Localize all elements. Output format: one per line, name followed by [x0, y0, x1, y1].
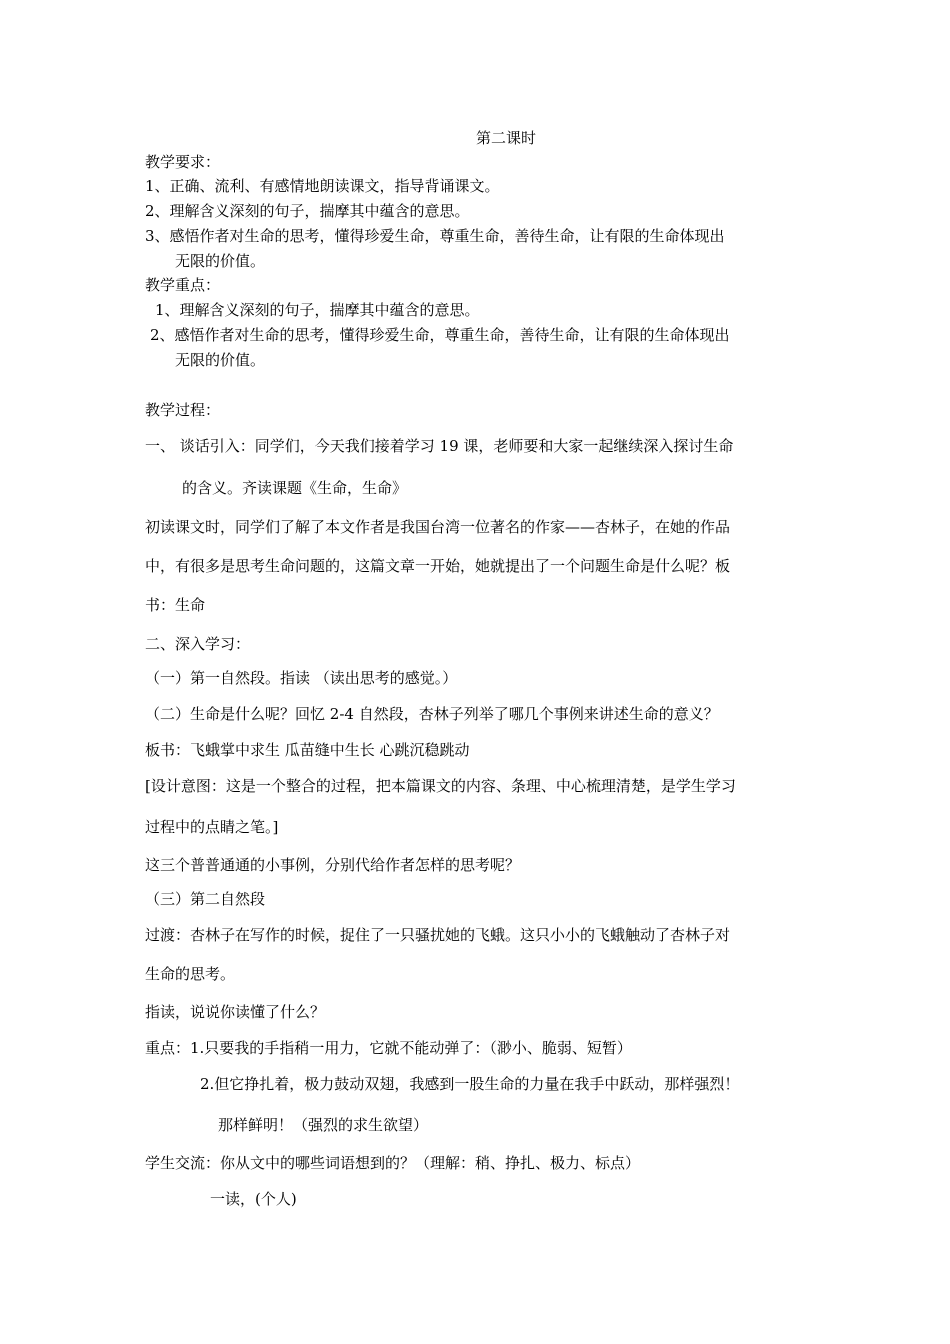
section-heading: 教学过程： [145, 401, 221, 419]
text-line: 一、 谈话引入：同学们，今天我们接着学习 19 课，老师要和大家一起继续深入探讨生命 [145, 437, 734, 455]
text-line: 无限的价值。 [175, 351, 266, 369]
text-line: 过程中的点睛之笔。] [145, 818, 279, 836]
text-line: [设计意图：这是一个整合的过程，把本篇课文的内容、条理、中心梳理清楚，是学生学习 [145, 777, 736, 795]
text-line: 过渡：杏林子在写作的时候，捉住了一只骚扰她的飞蛾。这只小小的飞蛾触动了杏林子对 [145, 926, 731, 944]
text-line: （三）第二自然段 [145, 890, 266, 908]
text-line: 初读课文时，同学们了解了本文作者是我国台湾一位著名的作家——杏林子，在她的作品 [145, 518, 731, 536]
text-line: 这三个普普通通的小事例，分别代给作者怎样的思考呢？ [145, 856, 521, 874]
text-line: 2.但它挣扎着，极力鼓动双翅，我感到一股生命的力量在我手中跃动，那样强烈！ [200, 1075, 740, 1093]
text-line: 重点：1.只要我的手指稍一用力，它就不能动弹了：（渺小、脆弱、短暂） [145, 1039, 632, 1057]
text-line: 那样鲜明！（强烈的求生欲望） [218, 1116, 429, 1134]
text-line: 书：生命 [145, 596, 206, 614]
text-line: 无限的价值。 [175, 252, 266, 270]
text-line: 一读，(个人) [210, 1190, 297, 1208]
text-line: 2、理解含义深刻的句子，揣摩其中蕴含的意思。 [145, 202, 470, 220]
text-line: （一）第一自然段。指读 （读出思考的感觉。） [145, 669, 458, 687]
text-line: 中，有很多是思考生命问题的，这篇文章一开始，她就提出了一个问题生命是什么呢？板 [145, 557, 731, 575]
text-line: 2、感悟作者对生命的思考，懂得珍爱生命，尊重生命，善待生命，让有限的生命体现出 [150, 326, 730, 344]
text-line: 生命的思考。 [145, 965, 236, 983]
text-line: 1、正确、流利、有感情地朗读课文，指导背诵课文。 [145, 177, 500, 195]
text-line: 指读，说说你读懂了什么？ [145, 1003, 326, 1021]
section-heading: 教学要求： [145, 153, 221, 171]
text-line: 1、理解含义深刻的句子，揣摩其中蕴含的意思。 [155, 301, 480, 319]
section-heading: 教学重点： [145, 276, 221, 294]
text-line: （二）生命是什么呢？回忆 2-4 自然段，杏林子列举了哪几个事例来讲述生命的意义？ [145, 705, 719, 723]
section-heading: 二、深入学习： [145, 635, 251, 653]
lesson-title: 第二课时 [475, 129, 536, 147]
text-line: 学生交流：你从文中的哪些词语想到的？（理解：稍、挣扎、极力、标点） [145, 1154, 641, 1172]
text-line: 板书：飞蛾掌中求生 瓜苗缝中生长 心跳沉稳跳动 [145, 741, 470, 759]
text-line: 3、感悟作者对生命的思考，懂得珍爱生命，尊重生命，善待生命，让有限的生命体现出 [145, 227, 725, 245]
text-line: 的含义。齐读课题《生命，生命》 [182, 479, 408, 497]
